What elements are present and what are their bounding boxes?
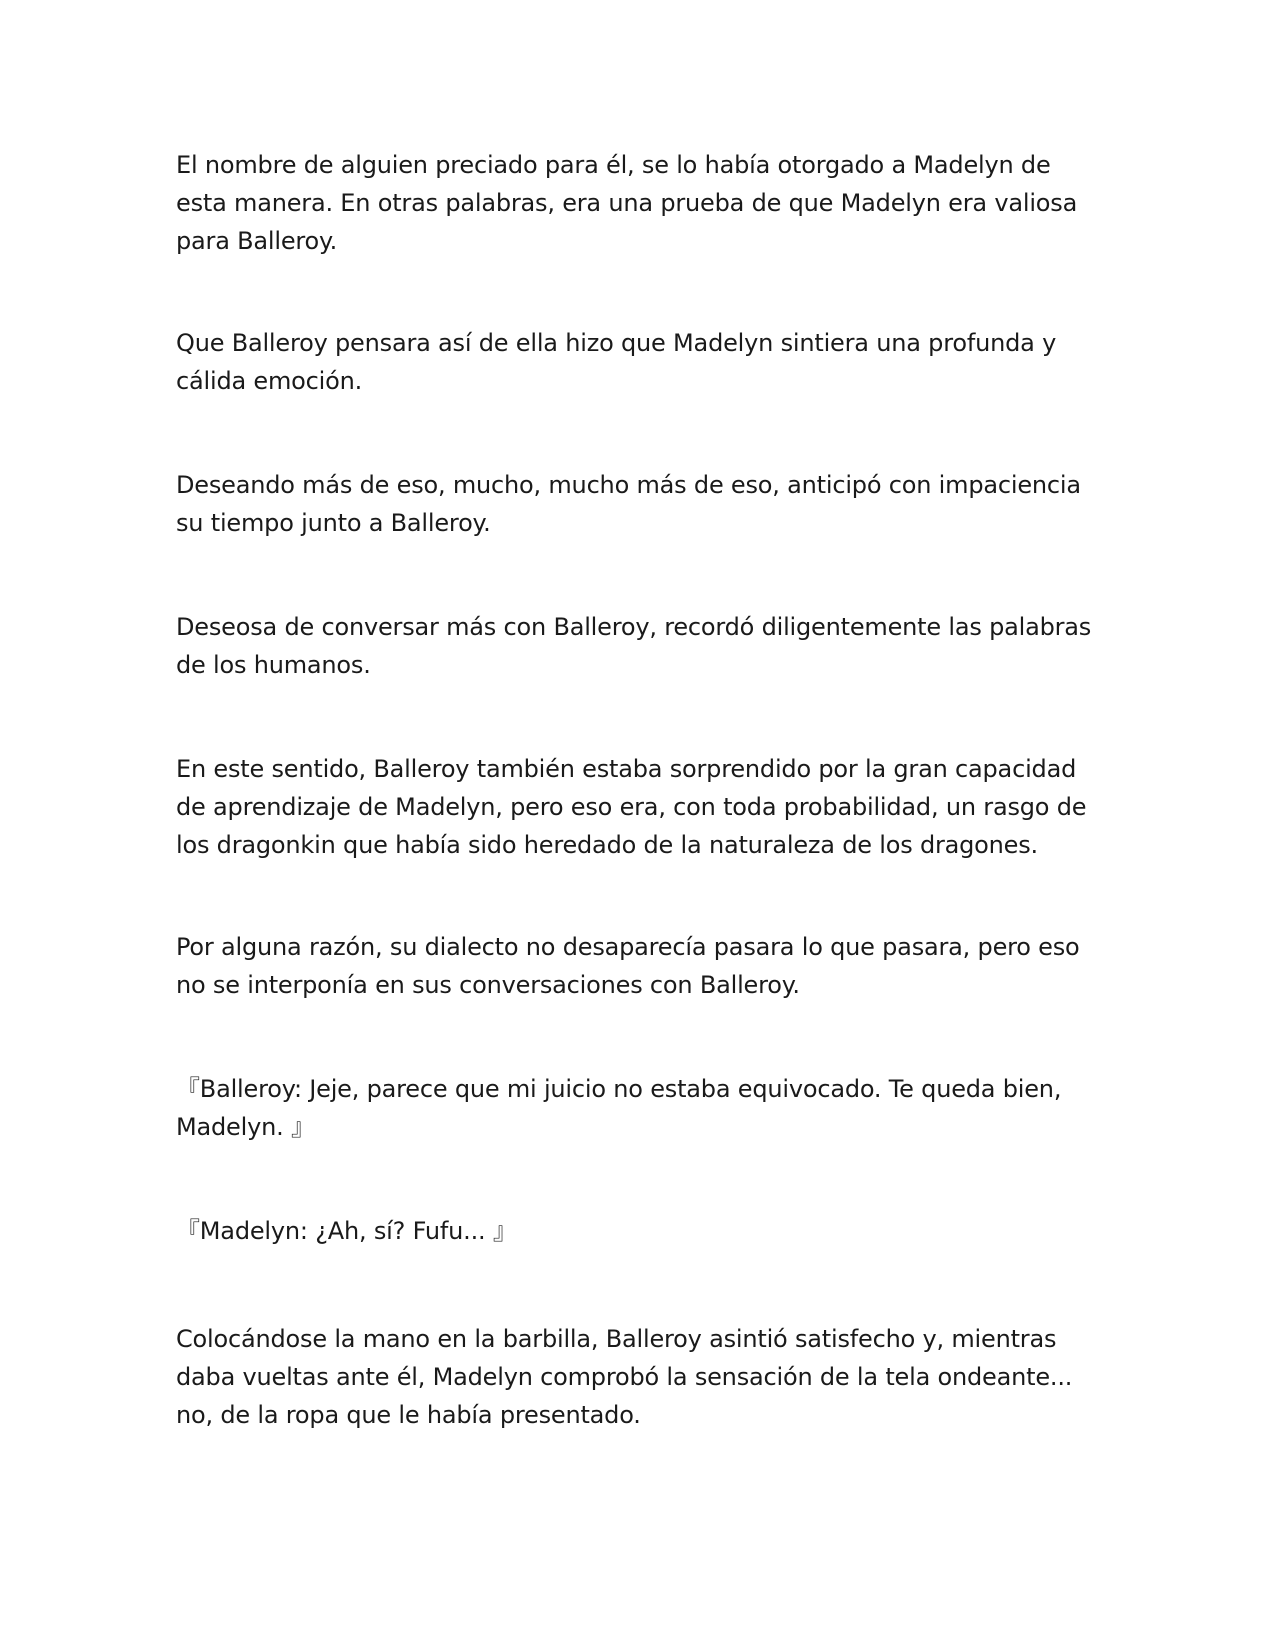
paragraph-line: no, de la ropa que le había presentado. <box>176 1401 641 1429</box>
paragraph-line: 『Balleroy: Jeje, parece que mi juicio no estaba equivocado. Te queda bien, <box>176 1075 1062 1103</box>
paragraph-line: 『Madelyn: ¿Ah, sí? Fufu... 』 <box>176 1217 517 1245</box>
paragraph-line: para Balleroy. <box>176 227 338 255</box>
paragraph-line: los dragonkin que había sido heredado de la naturaleza de los dragones. <box>176 831 1038 859</box>
paragraph-line: no se interponía en sus conversaciones con Balleroy. <box>176 971 800 999</box>
paragraph-4 <box>176 608 1096 684</box>
paragraph-line: En este sentido, Balleroy también estaba sorprendido por la gran capacidad <box>176 755 1077 783</box>
paragraph-line: daba vueltas ante él, Madelyn comprobó la sensación de la tela ondeante... <box>176 1363 1073 1391</box>
paragraph-line: Deseando más de eso, mucho, mucho más de eso, anticipó con impaciencia <box>176 471 1081 499</box>
paragraph-line: cálida emoción. <box>176 367 363 395</box>
paragraph-3 <box>176 466 1096 542</box>
paragraph-line: Por alguna razón, su dialecto no desaparecía pasara lo que pasara, pero eso <box>176 933 1080 961</box>
paragraph-9 <box>176 1320 1096 1434</box>
paragraph-line: de los humanos. <box>176 651 371 679</box>
paragraph-5 <box>176 750 1096 864</box>
paragraph-line: su tiempo junto a Balleroy. <box>176 509 491 537</box>
paragraph-line: Que Balleroy pensara así de ella hizo que Madelyn sintiera una profunda y <box>176 329 1057 357</box>
dialogue-madelyn <box>176 1212 1096 1250</box>
paragraph-line: Colocándose la mano en la barbilla, Balleroy asintió satisfecho y, mientras <box>176 1325 1057 1353</box>
paragraph-line: Deseosa de conversar más con Balleroy, recordó diligentemente las palabras <box>176 613 1092 641</box>
paragraph-line: El nombre de alguien preciado para él, se lo había otorgado a Madelyn de <box>176 151 1051 179</box>
paragraph-line: esta manera. En otras palabras, era una prueba de que Madelyn era valiosa <box>176 189 1078 217</box>
paragraph-line: Madelyn. 』 <box>176 1113 315 1141</box>
dialogue-balleroy <box>176 1070 1096 1146</box>
paragraph-1 <box>176 146 1096 260</box>
paragraph-2 <box>176 324 1096 400</box>
paragraph-line: de aprendizaje de Madelyn, pero eso era, con toda probabilidad, un rasgo de <box>176 793 1087 821</box>
paragraph-6 <box>176 928 1096 1004</box>
